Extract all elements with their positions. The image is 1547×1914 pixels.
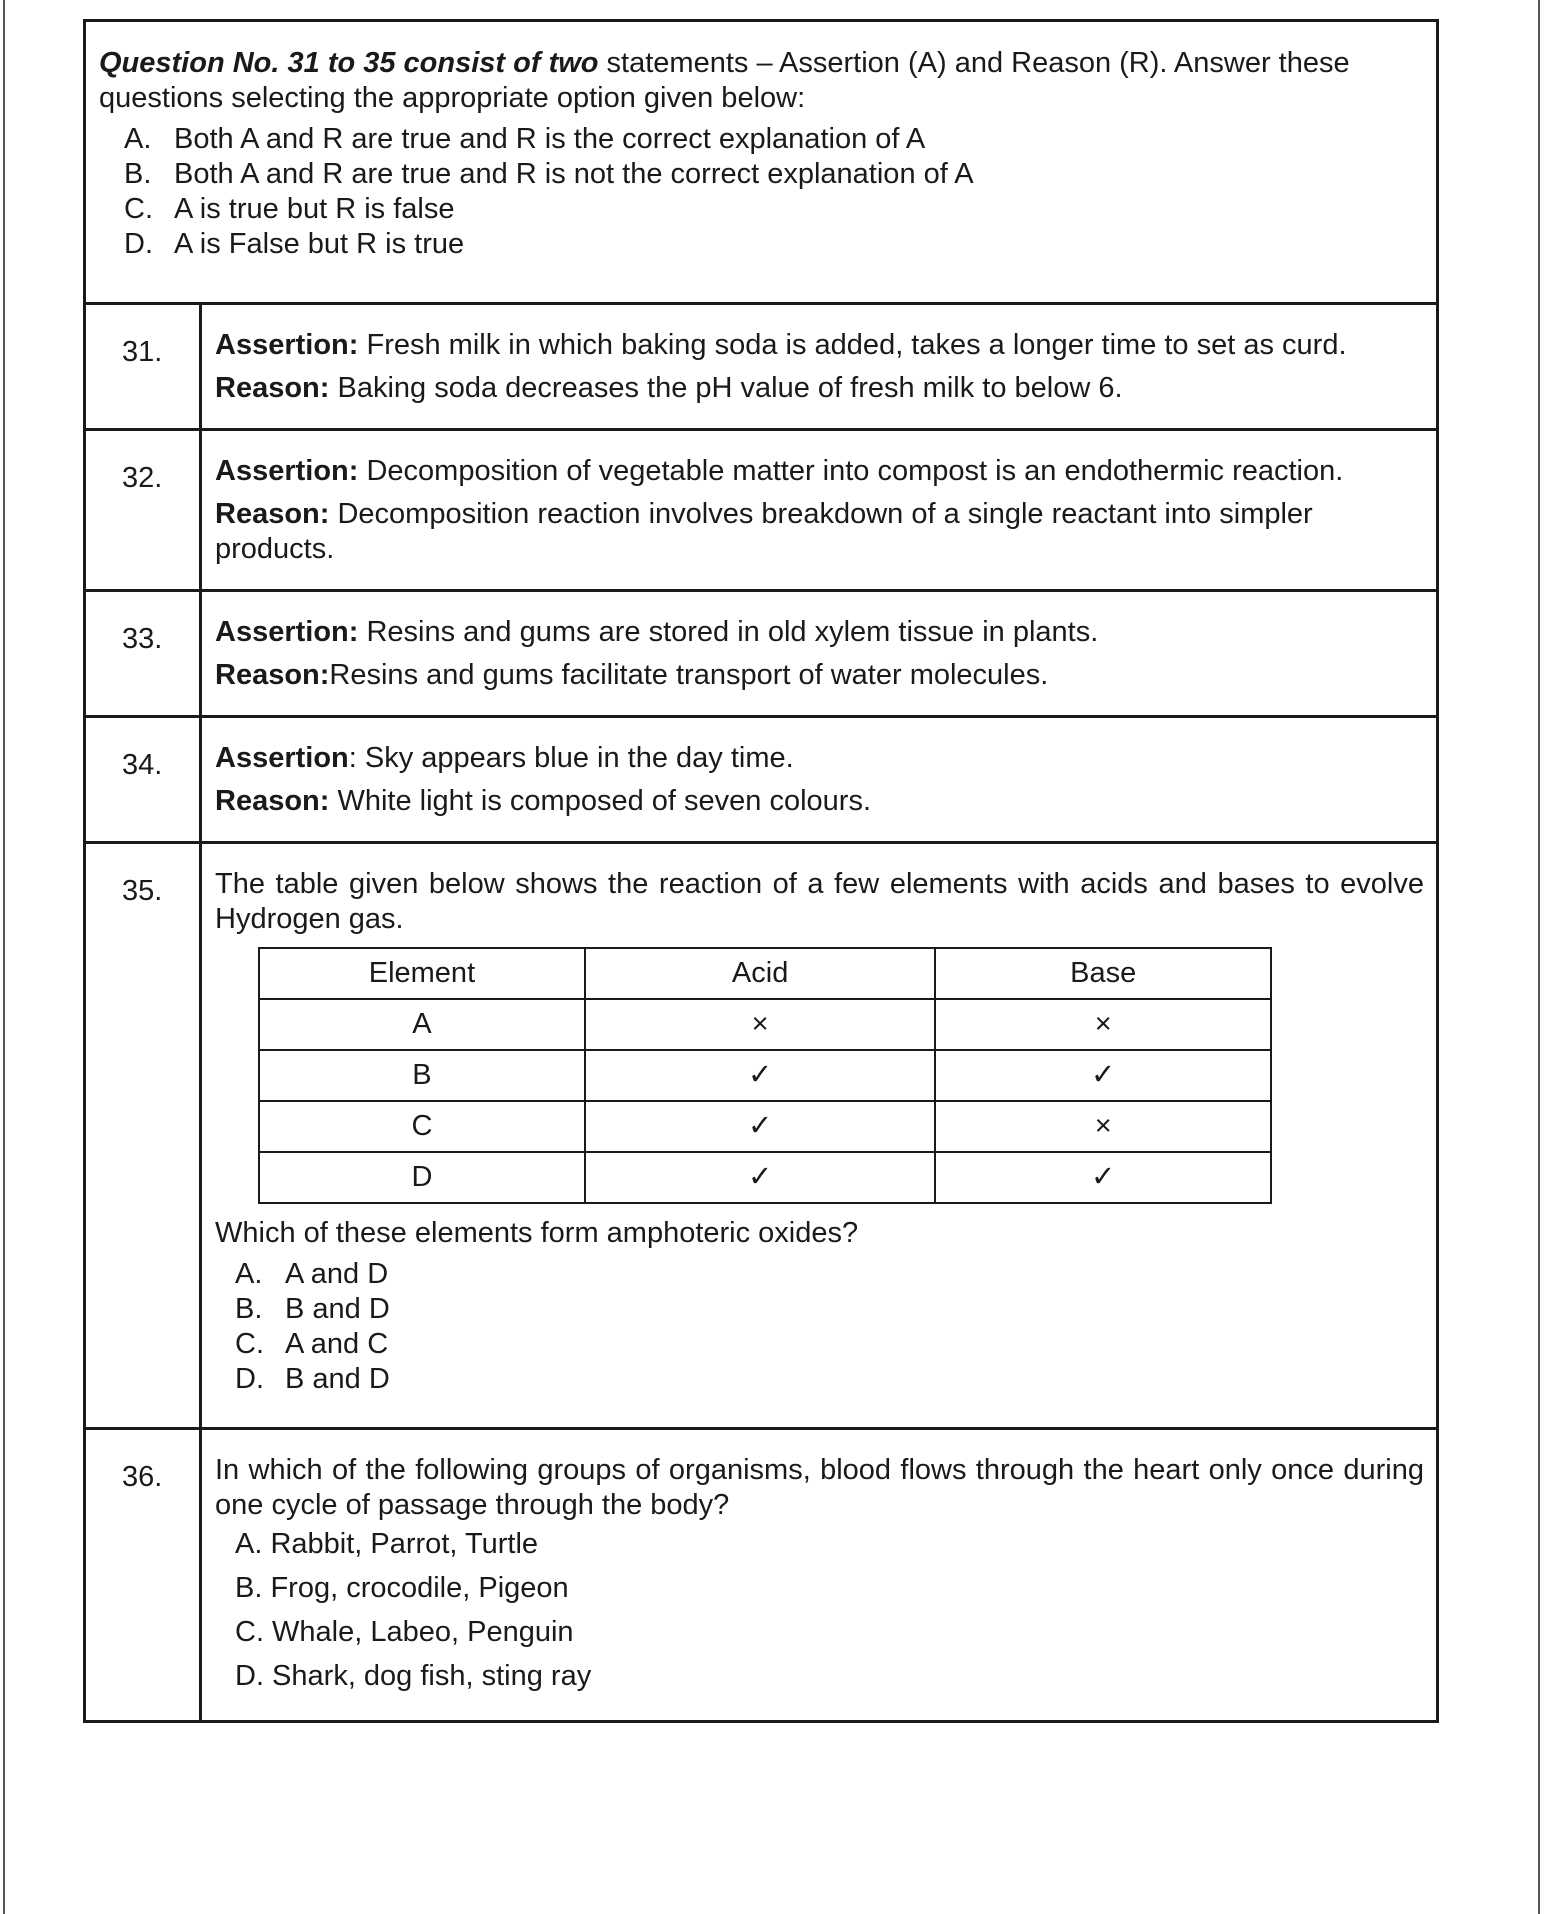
answer-option-a: A. Rabbit, Parrot, Turtle xyxy=(235,1528,539,1560)
question-number: 32. xyxy=(86,431,202,589)
answer-option-c xyxy=(235,1327,1424,1362)
answer-option-b: B. Frog, crocodile, Pigeon xyxy=(235,1572,569,1604)
reason-text xyxy=(215,371,1424,406)
instructions-options xyxy=(99,122,1424,262)
instructions-option-d xyxy=(124,227,1424,262)
table-cell-element: C xyxy=(259,1101,585,1152)
question-row-36 xyxy=(86,1430,1436,1720)
answer-option-d: D. Shark, dog fish, sting ray xyxy=(235,1660,592,1692)
cross-mark-icon: × xyxy=(935,1101,1271,1152)
assertion-content: Decomposition of vegetable matter into compost is an endothermic reaction. xyxy=(358,455,1344,487)
table-cell-element: D xyxy=(259,1152,585,1203)
cross-mark-icon: × xyxy=(585,999,935,1050)
question-prompt: Which of these elements form amphoteric oxides? xyxy=(215,1217,859,1249)
instructions-text xyxy=(99,46,1424,116)
option-letter: B. xyxy=(124,158,152,190)
table-row xyxy=(259,1152,1271,1203)
reason-content: Baking soda decreases the pH value of fresh milk to below 6. xyxy=(329,372,1123,404)
option-letter: C. xyxy=(124,193,153,225)
question-row-35 xyxy=(86,844,1436,1430)
reason-text xyxy=(215,497,1424,567)
question-body xyxy=(202,718,1436,841)
question-number: 36. xyxy=(86,1430,202,1720)
question-row-32 xyxy=(86,431,1436,592)
question-body xyxy=(202,1430,1436,1720)
option-text: Both A and R are true and R is not the correct explanation of A xyxy=(174,158,974,190)
table-header-row xyxy=(259,948,1271,999)
question-row-33 xyxy=(86,592,1436,718)
check-mark-icon: ✓ xyxy=(585,1050,935,1101)
answer-options xyxy=(215,1527,1424,1694)
check-mark-icon: ✓ xyxy=(585,1152,935,1203)
table-cell-element: B xyxy=(259,1050,585,1101)
reason-content: Decomposition reaction involves breakdown of a single reactant into simpler products. xyxy=(215,498,1313,565)
answer-option-a xyxy=(235,1257,1424,1292)
instructions-lead-rest: statements – Assertion (A) and Reason (R). Answer these questions selecting the appropriate option given below: xyxy=(99,47,1350,114)
option-text: B and D xyxy=(285,1293,390,1325)
table-row xyxy=(259,1101,1271,1152)
answer-option-c: C. Whale, Labeo, Penguin xyxy=(235,1616,574,1648)
instructions-block xyxy=(86,22,1436,305)
table-row xyxy=(259,999,1271,1050)
option-text: A is true but R is false xyxy=(174,193,455,225)
question-sheet xyxy=(83,19,1439,1723)
question-row-34 xyxy=(86,718,1436,844)
question-body xyxy=(202,592,1436,715)
table-header: Element xyxy=(259,948,585,999)
assertion-text xyxy=(215,741,1424,776)
answer-option-b xyxy=(235,1292,1424,1327)
question-body xyxy=(202,305,1436,428)
assertion-text xyxy=(215,454,1424,489)
assertion-content: Fresh milk in which baking soda is added, takes a longer time to set as curd. xyxy=(358,329,1347,361)
instructions-lead-bold: Question No. 31 to 35 consist of two xyxy=(99,47,599,79)
option-text: A is False but R is true xyxy=(174,228,465,260)
reason-content: White light is composed of seven colours. xyxy=(329,785,872,817)
question-number: 33. xyxy=(86,592,202,715)
question-number: 31. xyxy=(86,305,202,428)
reason-label: Reason: xyxy=(215,659,330,691)
instructions-option-a xyxy=(124,122,1424,157)
assertion-label: Assertion: xyxy=(215,329,359,361)
reason-content: Resins and gums facilitate transport of water molecules. xyxy=(329,659,1049,691)
assertion-label: Assertion: xyxy=(215,616,359,648)
question-body xyxy=(202,431,1436,589)
assertion-text xyxy=(215,615,1424,650)
question-body xyxy=(202,844,1436,1427)
instructions-option-c xyxy=(124,192,1424,227)
assertion-label: Assertion: xyxy=(215,455,359,487)
reason-label: Reason: xyxy=(215,498,330,530)
assertion-content: : Sky appears blue in the day time. xyxy=(348,742,794,774)
reaction-table xyxy=(258,947,1272,1204)
answer-option-d xyxy=(235,1362,1424,1397)
option-letter: C. xyxy=(235,1328,264,1360)
table-row xyxy=(259,1050,1271,1101)
cross-mark-icon: × xyxy=(935,999,1271,1050)
check-mark-icon: ✓ xyxy=(935,1050,1271,1101)
option-letter: B. xyxy=(235,1293,263,1325)
table-header: Acid xyxy=(585,948,935,999)
question-row-31 xyxy=(86,305,1436,431)
check-mark-icon: ✓ xyxy=(585,1101,935,1152)
option-text: B and D xyxy=(285,1363,390,1395)
option-letter: D. xyxy=(124,228,153,260)
instructions-option-b xyxy=(124,157,1424,192)
reason-label: Reason: xyxy=(215,785,330,817)
assertion-content: Resins and gums are stored in old xylem tissue in plants. xyxy=(358,616,1099,648)
question-number: 35. xyxy=(86,844,202,1427)
option-text: A and D xyxy=(285,1258,389,1290)
reason-label: Reason: xyxy=(215,372,330,404)
reason-text xyxy=(215,658,1424,693)
question-number: 34. xyxy=(86,718,202,841)
option-letter: D. xyxy=(235,1363,264,1395)
table-header: Base xyxy=(935,948,1271,999)
option-letter: A. xyxy=(235,1258,263,1290)
answer-options xyxy=(215,1257,1424,1397)
question-stem: The table given below shows the reaction of a few elements with acids and bases to evolve Hydrogen gas. xyxy=(215,868,1424,935)
check-mark-icon: ✓ xyxy=(935,1152,1271,1203)
assertion-text xyxy=(215,328,1424,363)
option-text: A and C xyxy=(285,1328,389,1360)
option-text: Both A and R are true and R is the correct explanation of A xyxy=(174,123,926,155)
assertion-label: Assertion xyxy=(215,742,349,774)
table-cell-element: A xyxy=(259,999,585,1050)
question-stem: In which of the following groups of organisms, blood flows through the heart only once during one cycle of passage through the body? xyxy=(215,1454,1424,1521)
reason-text xyxy=(215,784,1424,819)
option-letter: A. xyxy=(124,123,152,155)
